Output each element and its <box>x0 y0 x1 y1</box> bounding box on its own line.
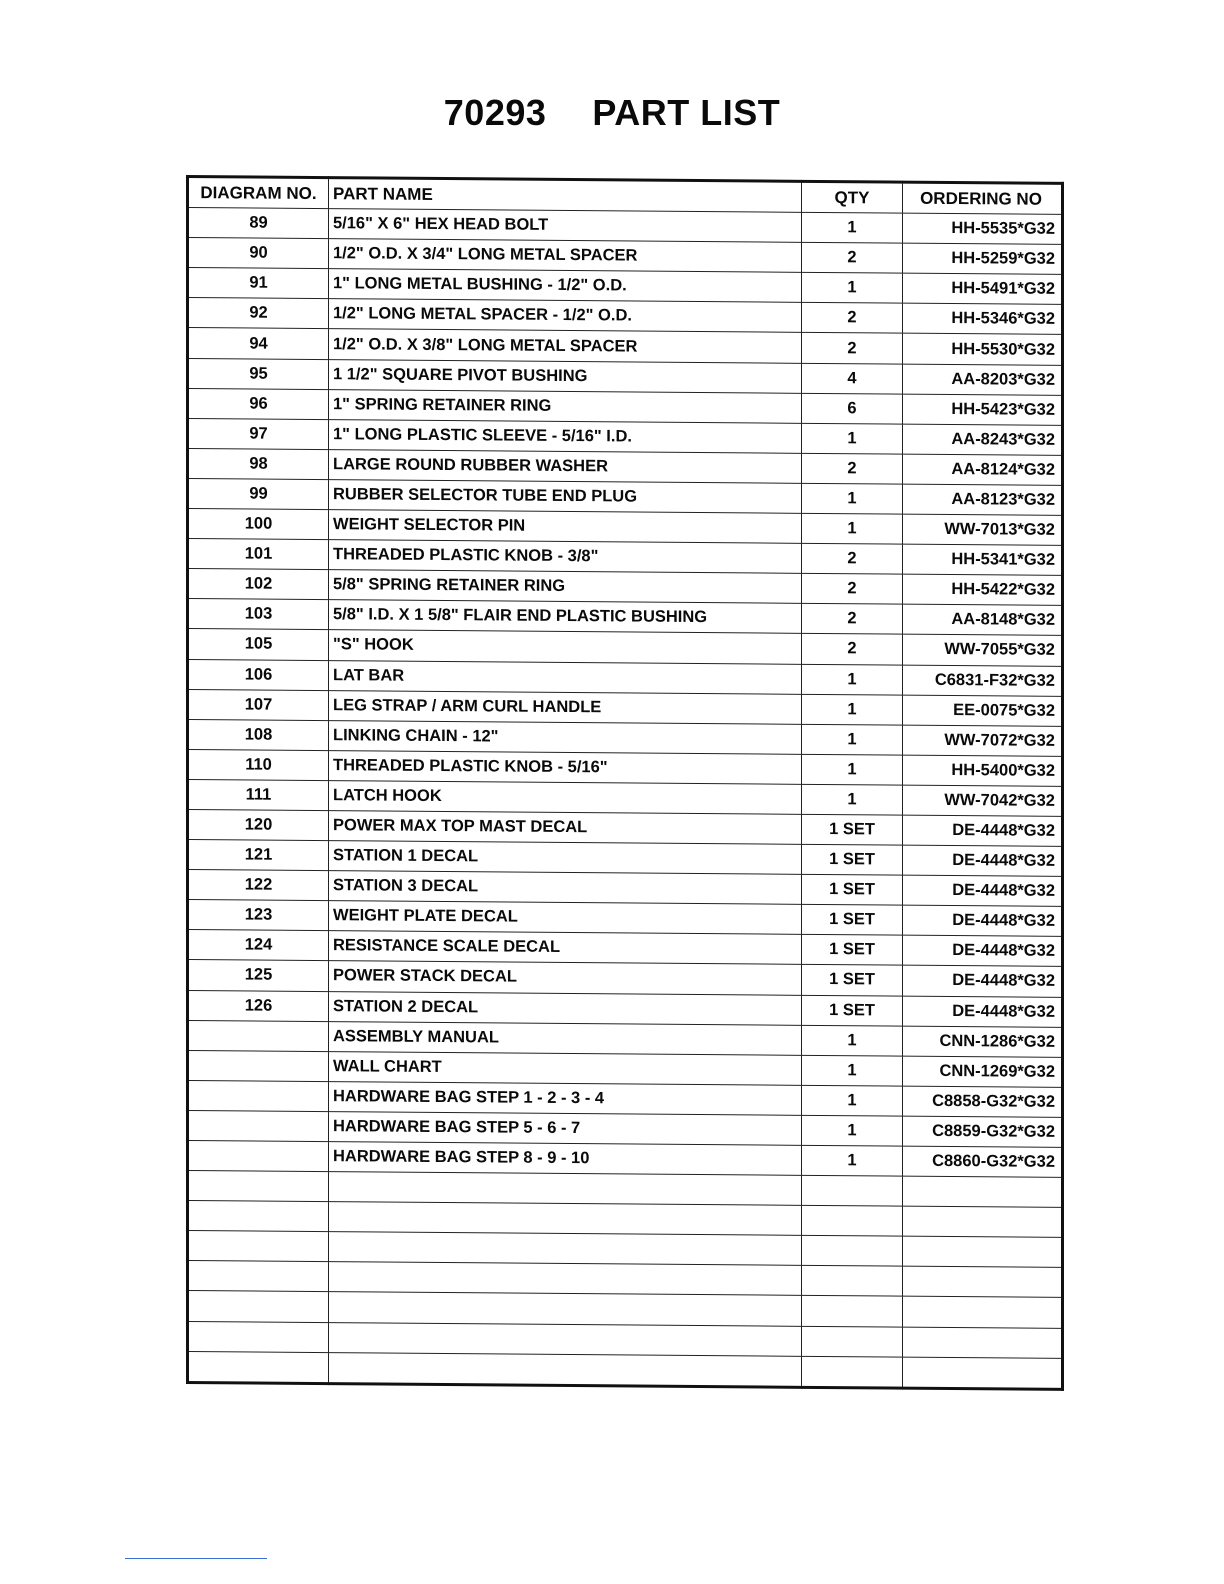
cell-ordering-no: EE-0075*G32 <box>903 695 1063 726</box>
cell-qty: 1 SET <box>802 965 903 996</box>
cell-ordering-no: HH-5346*G32 <box>903 304 1063 335</box>
table-body <box>188 208 1063 1390</box>
blank-cell <box>903 1176 1063 1207</box>
blank-cell <box>188 1171 329 1202</box>
cell-ordering-no: HH-5535*G32 <box>903 213 1063 244</box>
header-part-name: PART NAME <box>329 178 802 213</box>
cell-part-name: LATCH HOOK <box>329 780 802 814</box>
cell-diagram-no: 121 <box>188 840 329 871</box>
cell-ordering-no: C8859-G32*G32 <box>903 1116 1063 1147</box>
divider-line <box>125 1558 267 1559</box>
cell-ordering-no: DE-4448*G32 <box>903 875 1063 906</box>
cell-part-name: STATION 2 DECAL <box>329 991 802 1025</box>
blank-cell <box>802 1266 903 1297</box>
cell-qty: 2 <box>802 604 903 635</box>
blank-cell <box>903 1236 1063 1267</box>
blank-cell <box>329 1322 802 1356</box>
cell-part-name: STATION 3 DECAL <box>329 871 802 905</box>
cell-diagram-no <box>188 1141 329 1172</box>
cell-part-name: RESISTANCE SCALE DECAL <box>329 931 802 965</box>
parts-table <box>186 175 1064 1391</box>
cell-qty: 1 SET <box>802 995 903 1026</box>
blank-cell <box>188 1201 329 1232</box>
cell-part-name: 5/16" X 6" HEX HEAD BOLT <box>329 209 802 243</box>
cell-diagram-no: 102 <box>188 569 329 600</box>
cell-part-name: 1" LONG METAL BUSHING - 1/2" O.D. <box>329 269 802 303</box>
cell-diagram-no: 89 <box>188 208 329 239</box>
cell-qty: 1 <box>802 1145 903 1176</box>
cell-qty: 1 SET <box>802 874 903 905</box>
cell-diagram-no: 125 <box>188 960 329 991</box>
cell-diagram-no: 91 <box>188 268 329 299</box>
cell-qty: 2 <box>802 243 903 274</box>
cell-part-name: LINKING CHAIN - 12" <box>329 720 802 754</box>
cell-ordering-no: C6831-F32*G32 <box>903 665 1063 696</box>
cell-qty: 1 <box>802 212 903 243</box>
cell-part-name: THREADED PLASTIC KNOB - 5/16" <box>329 750 802 784</box>
cell-qty: 1 <box>802 784 903 815</box>
cell-diagram-no <box>188 1110 329 1141</box>
cell-part-name: THREADED PLASTIC KNOB - 3/8" <box>329 540 802 574</box>
cell-diagram-no: 97 <box>188 418 329 449</box>
cell-ordering-no: DE-4448*G32 <box>903 966 1063 997</box>
cell-diagram-no: 101 <box>188 539 329 570</box>
cell-qty: 1 <box>802 664 903 695</box>
cell-ordering-no: HH-5530*G32 <box>903 334 1063 365</box>
cell-qty: 1 <box>802 1115 903 1146</box>
blank-cell <box>903 1327 1063 1358</box>
blank-cell <box>903 1267 1063 1298</box>
cell-diagram-no: 90 <box>188 238 329 269</box>
cell-ordering-no: DE-4448*G32 <box>903 996 1063 1027</box>
cell-diagram-no: 92 <box>188 298 329 329</box>
blank-cell <box>188 1321 329 1352</box>
cell-ordering-no: HH-5491*G32 <box>903 273 1063 304</box>
cell-qty: 1 <box>802 1085 903 1116</box>
blank-cell <box>188 1291 329 1322</box>
page-title <box>0 92 1224 134</box>
cell-ordering-no: WW-7013*G32 <box>903 514 1063 545</box>
cell-diagram-no <box>188 1080 329 1111</box>
header-ordering-no: ORDERING NO <box>903 182 1063 214</box>
cell-ordering-no: AA-8203*G32 <box>903 364 1063 395</box>
blank-cell <box>329 1232 802 1266</box>
cell-ordering-no: HH-5422*G32 <box>903 574 1063 605</box>
cell-qty: 2 <box>802 333 903 364</box>
blank-row <box>188 1351 1063 1389</box>
blank-cell <box>329 1292 802 1326</box>
cell-diagram-no: 126 <box>188 990 329 1021</box>
cell-part-name: 1" SPRING RETAINER RING <box>329 389 802 423</box>
cell-diagram-no: 120 <box>188 809 329 840</box>
cell-qty: 2 <box>802 634 903 665</box>
cell-diagram-no: 107 <box>188 689 329 720</box>
blank-cell <box>329 1202 802 1236</box>
cell-qty: 1 <box>802 694 903 725</box>
cell-ordering-no: HH-5423*G32 <box>903 394 1063 425</box>
blank-cell <box>802 1296 903 1327</box>
cell-qty: 2 <box>802 574 903 605</box>
cell-ordering-no: C8858-G32*G32 <box>903 1086 1063 1117</box>
cell-part-name: HARDWARE BAG STEP 8 - 9 - 10 <box>329 1142 802 1176</box>
cell-part-name: WEIGHT SELECTOR PIN <box>329 510 802 544</box>
cell-qty: 2 <box>802 303 903 334</box>
cell-diagram-no: 103 <box>188 599 329 630</box>
title-text: PART LIST <box>592 92 781 133</box>
cell-qty: 1 <box>802 1055 903 1086</box>
cell-part-name: POWER MAX TOP MAST DECAL <box>329 811 802 845</box>
cell-diagram-no: 95 <box>188 358 329 389</box>
blank-cell <box>802 1236 903 1267</box>
blank-cell <box>329 1352 802 1387</box>
cell-part-name: 5/8" SPRING RETAINER RING <box>329 570 802 604</box>
cell-diagram-no: 110 <box>188 749 329 780</box>
cell-diagram-no <box>188 1050 329 1081</box>
cell-diagram-no: 105 <box>188 629 329 660</box>
blank-cell <box>329 1262 802 1296</box>
cell-part-name: ASSEMBLY MANUAL <box>329 1021 802 1055</box>
header-diagram-no: DIAGRAM NO. <box>188 177 329 209</box>
header-qty: QTY <box>802 181 903 213</box>
cell-part-name: STATION 1 DECAL <box>329 841 802 875</box>
cell-qty: 1 SET <box>802 935 903 966</box>
cell-part-name: HARDWARE BAG STEP 5 - 6 - 7 <box>329 1112 802 1146</box>
cell-qty: 1 SET <box>802 814 903 845</box>
cell-diagram-no: 111 <box>188 779 329 810</box>
cell-ordering-no: AA-8124*G32 <box>903 454 1063 485</box>
cell-ordering-no: WW-7055*G32 <box>903 635 1063 666</box>
cell-qty: 2 <box>802 453 903 484</box>
cell-qty: 1 <box>802 483 903 514</box>
cell-part-name: LEG STRAP / ARM CURL HANDLE <box>329 690 802 724</box>
cell-part-name: "S" HOOK <box>329 630 802 664</box>
cell-ordering-no: DE-4448*G32 <box>903 815 1063 846</box>
cell-part-name: WEIGHT PLATE DECAL <box>329 901 802 935</box>
cell-part-name: RUBBER SELECTOR TUBE END PLUG <box>329 480 802 514</box>
blank-cell <box>903 1206 1063 1237</box>
cell-ordering-no: CNN-1269*G32 <box>903 1056 1063 1087</box>
cell-qty: 1 <box>802 273 903 304</box>
blank-cell <box>802 1356 903 1388</box>
cell-qty: 1 SET <box>802 905 903 936</box>
cell-diagram-no: 96 <box>188 388 329 419</box>
cell-part-name: WALL CHART <box>329 1051 802 1085</box>
cell-ordering-no: AA-8148*G32 <box>903 604 1063 635</box>
cell-ordering-no: HH-5259*G32 <box>903 243 1063 274</box>
cell-qty: 1 <box>802 423 903 454</box>
cell-ordering-no: DE-4448*G32 <box>903 935 1063 966</box>
cell-qty: 1 <box>802 1025 903 1056</box>
cell-ordering-no: HH-5400*G32 <box>903 755 1063 786</box>
cell-diagram-no: 108 <box>188 719 329 750</box>
cell-diagram-no: 94 <box>188 328 329 359</box>
cell-diagram-no: 122 <box>188 870 329 901</box>
cell-qty: 1 <box>802 754 903 785</box>
cell-ordering-no: WW-7042*G32 <box>903 785 1063 816</box>
cell-qty: 2 <box>802 543 903 574</box>
cell-part-name: LARGE ROUND RUBBER WASHER <box>329 449 802 483</box>
blank-cell <box>903 1357 1063 1389</box>
cell-qty: 4 <box>802 363 903 394</box>
cell-ordering-no: DE-4448*G32 <box>903 845 1063 876</box>
cell-qty: 1 SET <box>802 844 903 875</box>
blank-cell <box>188 1261 329 1292</box>
blank-cell <box>802 1326 903 1357</box>
cell-ordering-no: WW-7072*G32 <box>903 725 1063 756</box>
cell-diagram-no: 123 <box>188 900 329 931</box>
cell-ordering-no: AA-8243*G32 <box>903 424 1063 455</box>
blank-cell <box>188 1351 329 1383</box>
blank-cell <box>188 1231 329 1262</box>
cell-part-name: POWER STACK DECAL <box>329 961 802 995</box>
cell-part-name: LAT BAR <box>329 660 802 694</box>
cell-ordering-no: HH-5341*G32 <box>903 544 1063 575</box>
cell-diagram-no: 100 <box>188 509 329 540</box>
cell-diagram-no: 98 <box>188 448 329 479</box>
blank-cell <box>802 1175 903 1206</box>
cell-part-name: 1 1/2" SQUARE PIVOT BUSHING <box>329 359 802 393</box>
cell-part-name: 1/2" O.D. X 3/4" LONG METAL SPACER <box>329 239 802 273</box>
blank-cell <box>903 1297 1063 1328</box>
cell-part-name: 1/2" O.D. X 3/8" LONG METAL SPACER <box>329 329 802 363</box>
cell-part-name: 1/2" LONG METAL SPACER - 1/2" O.D. <box>329 299 802 333</box>
blank-cell <box>802 1206 903 1237</box>
cell-ordering-no: DE-4448*G32 <box>903 905 1063 936</box>
cell-ordering-no: C8860-G32*G32 <box>903 1146 1063 1177</box>
cell-diagram-no: 106 <box>188 659 329 690</box>
cell-diagram-no: 99 <box>188 478 329 509</box>
model-number: 70293 <box>443 92 547 133</box>
cell-part-name: 5/8" I.D. X 1 5/8" FLAIR END PLASTIC BUSHING <box>329 600 802 634</box>
cell-diagram-no: 124 <box>188 930 329 961</box>
cell-part-name: 1" LONG PLASTIC SLEEVE - 5/16" I.D. <box>329 419 802 453</box>
cell-ordering-no: CNN-1286*G32 <box>903 1026 1063 1057</box>
cell-qty: 6 <box>802 393 903 424</box>
cell-qty: 1 <box>802 724 903 755</box>
cell-ordering-no: AA-8123*G32 <box>903 484 1063 515</box>
cell-part-name: HARDWARE BAG STEP 1 - 2 - 3 - 4 <box>329 1081 802 1115</box>
blank-cell <box>329 1172 802 1206</box>
cell-diagram-no <box>188 1020 329 1051</box>
cell-qty: 1 <box>802 513 903 544</box>
